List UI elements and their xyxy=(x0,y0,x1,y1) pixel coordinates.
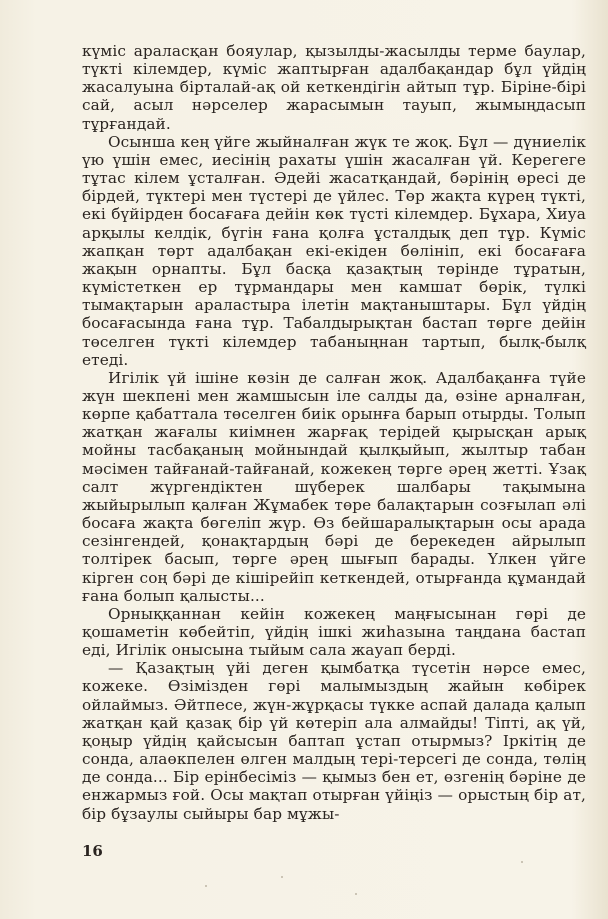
paragraph: күміс араласқан бояулар, қызылды-жасылды терме баулар, түкті кілемдер, күміс жаптырған адалбақандар бұл үйдің жасалуына бірталай-ақ ой кеткендігін айтып тұр. Біріне-бірі сай, асыл нәрселер жарасымын тауып, жымыңдасып тұрғандай. xyxy=(82,42,586,133)
paper-speck xyxy=(205,885,207,887)
paper-speck xyxy=(355,893,357,895)
body-text xyxy=(82,42,586,823)
paragraph: Игілік үй ішіне көзін де салған жоқ. Адалбақанға түйе жүн шекпені мен жамшысын іле салды да, өзіне арналған, көрпе қабаттала төселген биік орынға барып отырды. Толып жатқан жағалы киімнен жарғақ терідей қырысқан арық мойны тасбақаның мойнындай қылқыйып, жылтыр табан мәсімен тайғанай-тайғанай, кожекең төрге әрең жетті. Ұзақ салт жүргендіктен шүберек шалбары тақымына жыйырылып қалған Жұмабек төре балақтарын созғылап әлі босаға жақта бөгеліп жүр. Өз бейшаралықтарын осы арада сезінгендей, қонақтардың бәрі де берекеден айрылып толтірек басып, төрге әрең шығып барады. Үлкен үйге кірген соң бәрі де кішірейіп кеткендей, отырғанда құмандай ғана болып қалысты... xyxy=(82,368,586,605)
paper-speck xyxy=(521,861,523,863)
page-number: 16 xyxy=(82,842,103,860)
paper-speck xyxy=(281,876,283,878)
paragraph: Орныққаннан кейін кожекең маңғысынан гөрі де қошаметін көбейтіп, үйдің ішкі жиһазына таңдана бастап еді, Игілік оныcына тыйым сала жауап берді. xyxy=(82,604,586,660)
paragraph: Осынша кең үйге жыйналған жүк те жоқ. Бұл — дүниелік үю үшін емес, иесінің рахаты үшін жасалған үй. Керегеге тұтас кілем ұсталған. Әдейі жасатқандай, бәрінің өресі де бірдей, түктері мен түстері де үйлес. Төр жақта күрең түкті, екі бүйірден босағаға дейін көк түсті кілемдер. Бұхара, Хиуа арқылы келдік, бүгін ғана қолға ұсталдық деп тұр. Күміс жапқан төрт адалбақан екі-екіден бөлініп, екі босағаға жақын орнапты. Бұл басқа қазақтың төрінде тұратын, күмістеткен ер тұрмандары мен камшат бөрік, түлкі тымақтарын араластыра ілетін мақтаныштары. Бұл үйдің босағасында ғана тұр. Табалдырықтан бастап төрге дейін төселген түкті кілемдер табаныңнан тартып, былқ-былқ етеді. xyxy=(82,132,586,369)
paragraph: — Қазақтың үйі деген қымбатқа түсетін нәрсе емес, кожеке. Өзімізден гөрі малымыздың жайын көбірек ойлаймыз. Әйтпесе, жүн-жұрқасы түкке аспай далада қалып жатқан қай қазақ бір үй көтеріп ала алмайды! Тіпті, ақ үй, қоңыр үйдің қайсысын баптап ұстап отырмыз? Іркітің де сонда, алаөкпелен өлген малдың тері-терсегі де сонда, төлің де сонда... Бір ерінбесіміз — қымыз бен ет, өзгенің бәріне де енжармыз ғой. Осы мақтап отырған үйіңіз — орыстың бір ат, бір бұзаулы сыйыры бар мұжы- xyxy=(82,659,586,823)
